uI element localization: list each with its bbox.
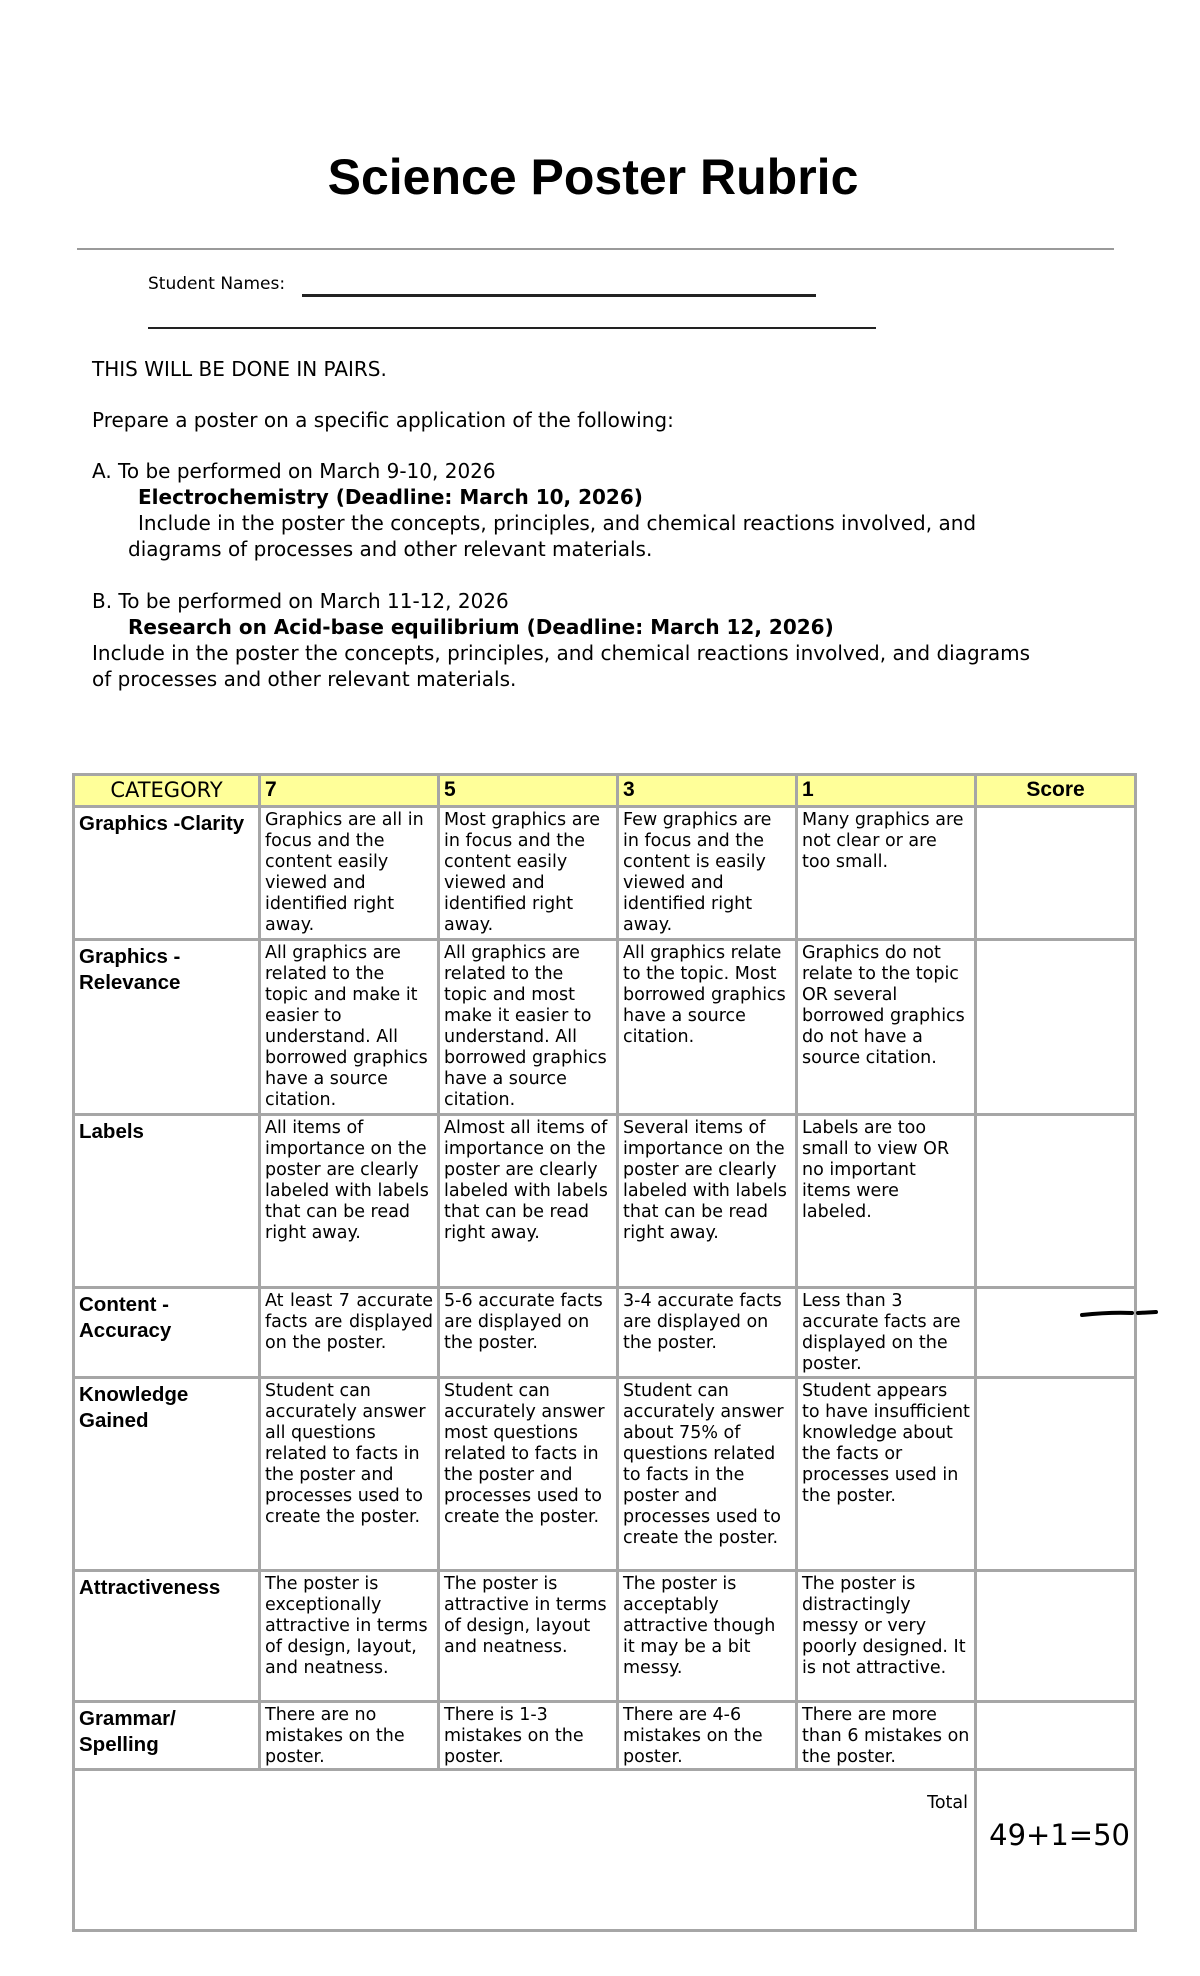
cell-3: There are 4-6 mistakes on the poster.: [618, 1702, 797, 1770]
cell-7: The poster is exceptionally attractive in terms of design, layout, and neatness.: [260, 1571, 439, 1702]
page-title: Science Poster Rubric: [327, 149, 859, 205]
cell-7: All items of importance on the poster are clearly labeled with labels that can be read right away.: [260, 1115, 439, 1288]
item-a-date: A. To be performed on March 9-10, 2026: [92, 459, 496, 483]
score-cell: [976, 1115, 1136, 1288]
cell-7: All graphics are related to the topic and make it easier to understand. All borrowed graphics have a source citation.: [260, 940, 439, 1115]
student-names-label: Student Names:: [148, 274, 286, 294]
item-b-date: B. To be performed on March 11-12, 2026: [92, 589, 509, 613]
score-cell: [976, 1378, 1136, 1571]
cell-3: The poster is acceptably attractive though it may be a bit messy.: [618, 1571, 797, 1702]
score-cell: [976, 1702, 1136, 1770]
cell-3: Several items of importance on the poster are clearly labeled with labels that can be read right away.: [618, 1115, 797, 1288]
item-b-topic: Research on Acid-base equilibrium (Deadline: March 12, 2026): [128, 615, 834, 639]
row-category: Graphics - Relevance: [74, 940, 260, 1115]
cell-1: Labels are too small to view OR no important items were labeled.: [797, 1115, 976, 1288]
total-row: [74, 1770, 1136, 1931]
item-a-desc-2: diagrams of processes and other relevant materials.: [128, 537, 653, 561]
row-category: Graphics -Clarity: [74, 807, 260, 940]
cell-3: 3-4 accurate facts are displayed on the poster.: [618, 1288, 797, 1378]
item-b-desc-1: Include in the poster the concepts, principles, and chemical reactions involved, and diagrams: [92, 641, 1031, 665]
cell-5: Most graphics are in focus and the content easily viewed and identified right away.: [439, 807, 618, 940]
cell-7: Graphics are all in focus and the content easily viewed and identified right away.: [260, 807, 439, 940]
prepare-text: Prepare a poster on a specific application of the following:: [92, 408, 674, 432]
table-row: [74, 807, 1136, 940]
row-category: Content - Accuracy: [74, 1288, 260, 1378]
header-score: Score: [976, 775, 1136, 807]
total-value: 49+1=50: [976, 1770, 1136, 1931]
title-divider: [77, 248, 1114, 250]
score-cell: [976, 1571, 1136, 1702]
row-category: Knowledge Gained: [74, 1378, 260, 1571]
cell-5: 5-6 accurate facts are displayed on the poster.: [439, 1288, 618, 1378]
cell-5: Student can accurately answer most questions related to facts in the poster and processes used to create the poster.: [439, 1378, 618, 1571]
row-category: Grammar/ Spelling: [74, 1702, 260, 1770]
score-cell: [976, 940, 1136, 1115]
item-a-desc-1: Include in the poster the concepts, principles, and chemical reactions involved, and: [138, 511, 977, 535]
cell-7: Student can accurately answer all questions related to facts in the poster and processes used to create the poster.: [260, 1378, 439, 1571]
student-names-line-2: [148, 327, 876, 329]
table-row: [74, 1288, 1136, 1378]
total-label: Total: [74, 1770, 976, 1931]
cell-3: All graphics relate to the topic. Most borrowed graphics have a source citation.: [618, 940, 797, 1115]
cell-1: There are more than 6 mistakes on the poster.: [797, 1702, 976, 1770]
table-row: [74, 1378, 1136, 1571]
item-a-topic: Electrochemistry (Deadline: March 10, 2026): [138, 485, 643, 509]
cell-5: All graphics are related to the topic and most make it easier to understand. All borrowed graphics have a source citation.: [439, 940, 618, 1115]
cell-5: There is 1-3 mistakes on the poster.: [439, 1702, 618, 1770]
header-category: CATEGORY: [74, 775, 260, 807]
student-names-line-1: [302, 294, 816, 297]
score-cell: [976, 807, 1136, 940]
cell-1: Less than 3 accurate facts are displayed on the poster.: [797, 1288, 976, 1378]
cell-1: Many graphics are not clear or are too small.: [797, 807, 976, 940]
table-row: [74, 1571, 1136, 1702]
cell-1: Student appears to have insufficient knowledge about the facts or processes used in the poster.: [797, 1378, 976, 1571]
cell-5: Almost all items of importance on the poster are clearly labeled with labels that can be read right away.: [439, 1115, 618, 1288]
handwritten-dash-mark: [1080, 1307, 1158, 1319]
rubric-table: [72, 773, 1137, 1932]
header-score-5: 5: [439, 775, 618, 807]
header-score-7: 7: [260, 775, 439, 807]
table-row: [74, 1702, 1136, 1770]
pairs-note: THIS WILL BE DONE IN PAIRS.: [92, 357, 387, 381]
cell-5: The poster is attractive in terms of design, layout and neatness.: [439, 1571, 618, 1702]
cell-3: Student can accurately answer about 75% of questions related to facts in the poster and processes used to create the poster.: [618, 1378, 797, 1571]
header-score-1: 1: [797, 775, 976, 807]
rubric-header-row: [74, 775, 1136, 807]
score-cell: [976, 1288, 1136, 1378]
item-b-desc-2: of processes and other relevant materials.: [92, 667, 517, 691]
table-row: [74, 940, 1136, 1115]
table-row: [74, 1115, 1136, 1288]
cell-1: Graphics do not relate to the topic OR several borrowed graphics do not have a source citation.: [797, 940, 976, 1115]
row-category: Attractiveness: [74, 1571, 260, 1702]
cell-3: Few graphics are in focus and the content is easily viewed and identified right away.: [618, 807, 797, 940]
cell-7: At least 7 accurate facts are displayed on the poster.: [260, 1288, 439, 1378]
header-score-3: 3: [618, 775, 797, 807]
cell-1: The poster is distractingly messy or very poorly designed. It is not attractive.: [797, 1571, 976, 1702]
cell-7: There are no mistakes on the poster.: [260, 1702, 439, 1770]
row-category: Labels: [74, 1115, 260, 1288]
